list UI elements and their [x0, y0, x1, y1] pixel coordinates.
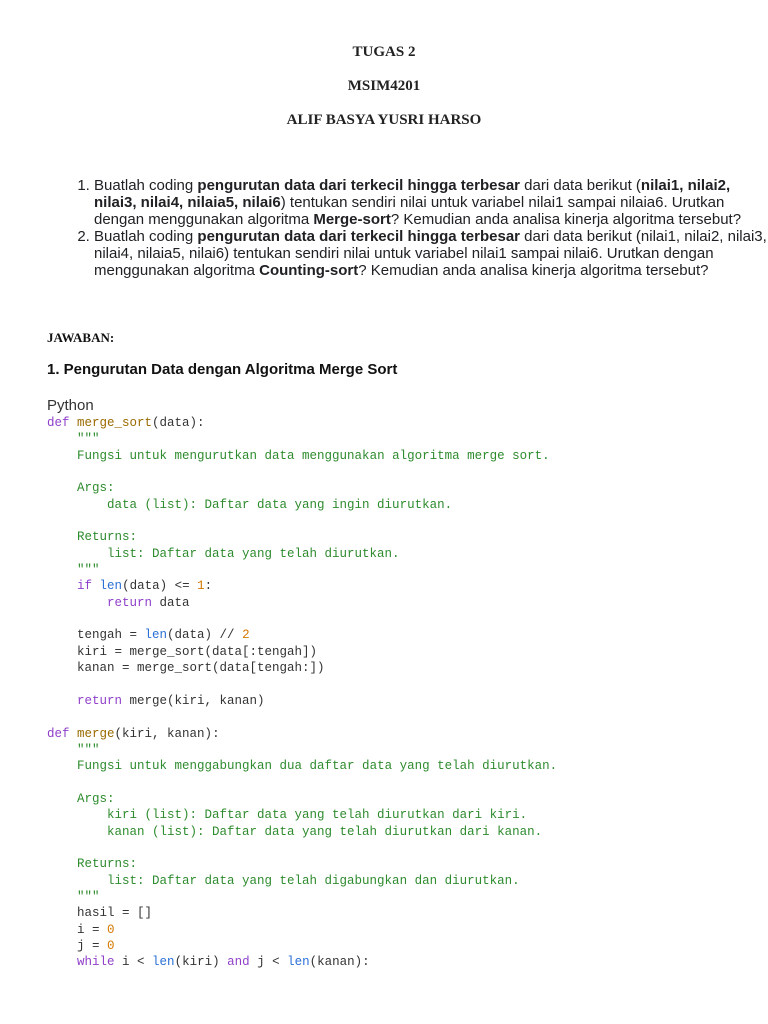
doc-title: TUGAS 2 [352, 44, 416, 60]
question-list [48, 177, 768, 279]
code-block: def merge_sort(data): """ Fungsi untuk mengurutkan data menggunakan algoritma merge sort. Args: data (list): Daftar data yang ingin diurutkan. Returns: list: Daftar data yang telah diurutkan. """ if len(data) <= 1: return data tengah = len(data) // 2 kiri = merge_sort(data[:tengah]) kanan = merge_sort(data[tengah:]) return merge(kiri, kanan) def merge(kiri, kanan): """ Fungsi untuk menggabungkan dua daftar data yang telah diurutkan. Args: kiri (list): Daftar data yang telah diurutkan dari kiri. kanan (list): Daftar data yang telah diurutkan dari kanan. Returns: list: Daftar data yang telah digabungkan dan diurutkan. """ hasil = [] i = 0 j = 0 while i < len(kiri) and j < len(kanan): [47, 416, 558, 970]
question-1: 1. Buatlah coding pengurutan data dari terkecil hingga terbesar dari data berikut (nilai1, nilai2, nilai3, nilai4, nilaia5, nilai6) tentukan sendiri nilai untuk variabel nilai1 sampai nilaia6. Urutkan dengan menggunakan algoritma Merge-sort? Kemudian anda analisa kinerja algoritma tersebut? [94, 177, 768, 228]
answer-heading: JAWABAN: [47, 330, 115, 345]
code-language-label: Python [47, 397, 94, 414]
section-heading: 1. Pengurutan Data dengan Algoritma Merge Sort [47, 361, 398, 378]
question-2: 2. Buatlah coding pengurutan data dari terkecil hingga terbesar dari data berikut (nilai1, nilai2, nilai3, nilai4, nilaia5, nilai6) tentukan sendiri nilai untuk variabel nilai1 sampai nilai6. Urutkan dengan menggunakan algoritma Counting-sort? Kemudian anda analisa kinerja algoritma tersebut? [94, 228, 768, 279]
student-name: ALIF BASYA YUSRI HARSO [286, 112, 482, 128]
course-code: MSIM4201 [347, 78, 421, 94]
